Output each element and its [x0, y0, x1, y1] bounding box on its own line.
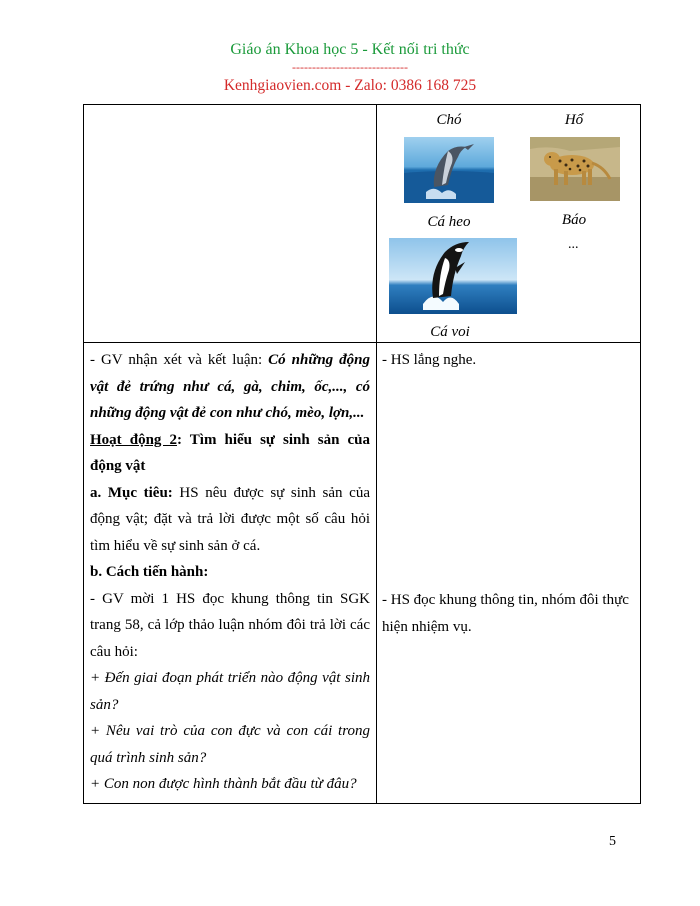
objective-paragraph	[90, 480, 370, 560]
header-contact: Kenhgiaovien.com - Zalo: 0386 168 725	[223, 77, 477, 94]
activity-title: : Tìm hiểu sự sinh sản của động vật	[90, 431, 370, 474]
question-3: + Con non được hình thành bắt đầu từ đâu?	[90, 776, 357, 792]
header-divider: -----------------------------	[292, 60, 408, 74]
label-cho: Chó	[436, 112, 462, 128]
column-divider	[376, 105, 377, 803]
ellipsis-more: ...	[568, 237, 579, 252]
method-label: b. Cách tiến hành:	[90, 564, 209, 580]
page-header	[0, 40, 700, 96]
question-1: + Đến giai đoạn phát triển nào động vật sinh sản?	[90, 670, 370, 713]
orca-image	[389, 238, 517, 314]
student-read: - HS đọc khung thông tin, nhóm đôi thực hiện nhiệm vụ.	[382, 592, 629, 635]
conclusion-text: Có những động vật đẻ trứng như cá, gà, chim, ốc,..., có những động vật đẻ con như chó, mèo, lợn,...	[90, 352, 370, 421]
activity-heading	[90, 427, 370, 480]
header-title: Giáo án Khoa học 5 - Kết nối tri thức	[230, 41, 470, 58]
label-ca-heo: Cá heo	[427, 214, 471, 230]
objective-text: HS nêu được sự sinh sản của động vật; đặt và trả lời được một số câu hỏi tìm hiểu về sự sinh sản ở cá.	[90, 484, 370, 554]
dolphin-image	[404, 137, 494, 203]
activity-label: Hoạt động 2	[90, 431, 177, 448]
lesson-table	[83, 104, 641, 804]
conclusion-prefix: - GV nhận xét và kết luận:	[90, 352, 269, 368]
row-divider	[84, 342, 640, 343]
label-bao: Báo	[561, 212, 587, 228]
student-listen: - HS lắng nghe.	[382, 352, 477, 368]
objective-label: a. Mục tiêu:	[90, 484, 173, 501]
label-ho: Hổ	[564, 112, 584, 128]
conclusion-paragraph	[90, 347, 370, 427]
leopard-image	[530, 137, 620, 201]
label-ca-voi: Cá voi	[430, 324, 470, 340]
question-2: + Nêu vai trò của con đực và con cái trong quá trình sinh sản?	[90, 723, 370, 766]
page-number: 5	[609, 834, 616, 849]
task-text: - GV mời 1 HS đọc khung thông tin SGK trang 58, cả lớp thảo luận nhóm đôi trả lời các câu hỏi:	[90, 590, 370, 660]
teacher-activities	[90, 347, 370, 798]
